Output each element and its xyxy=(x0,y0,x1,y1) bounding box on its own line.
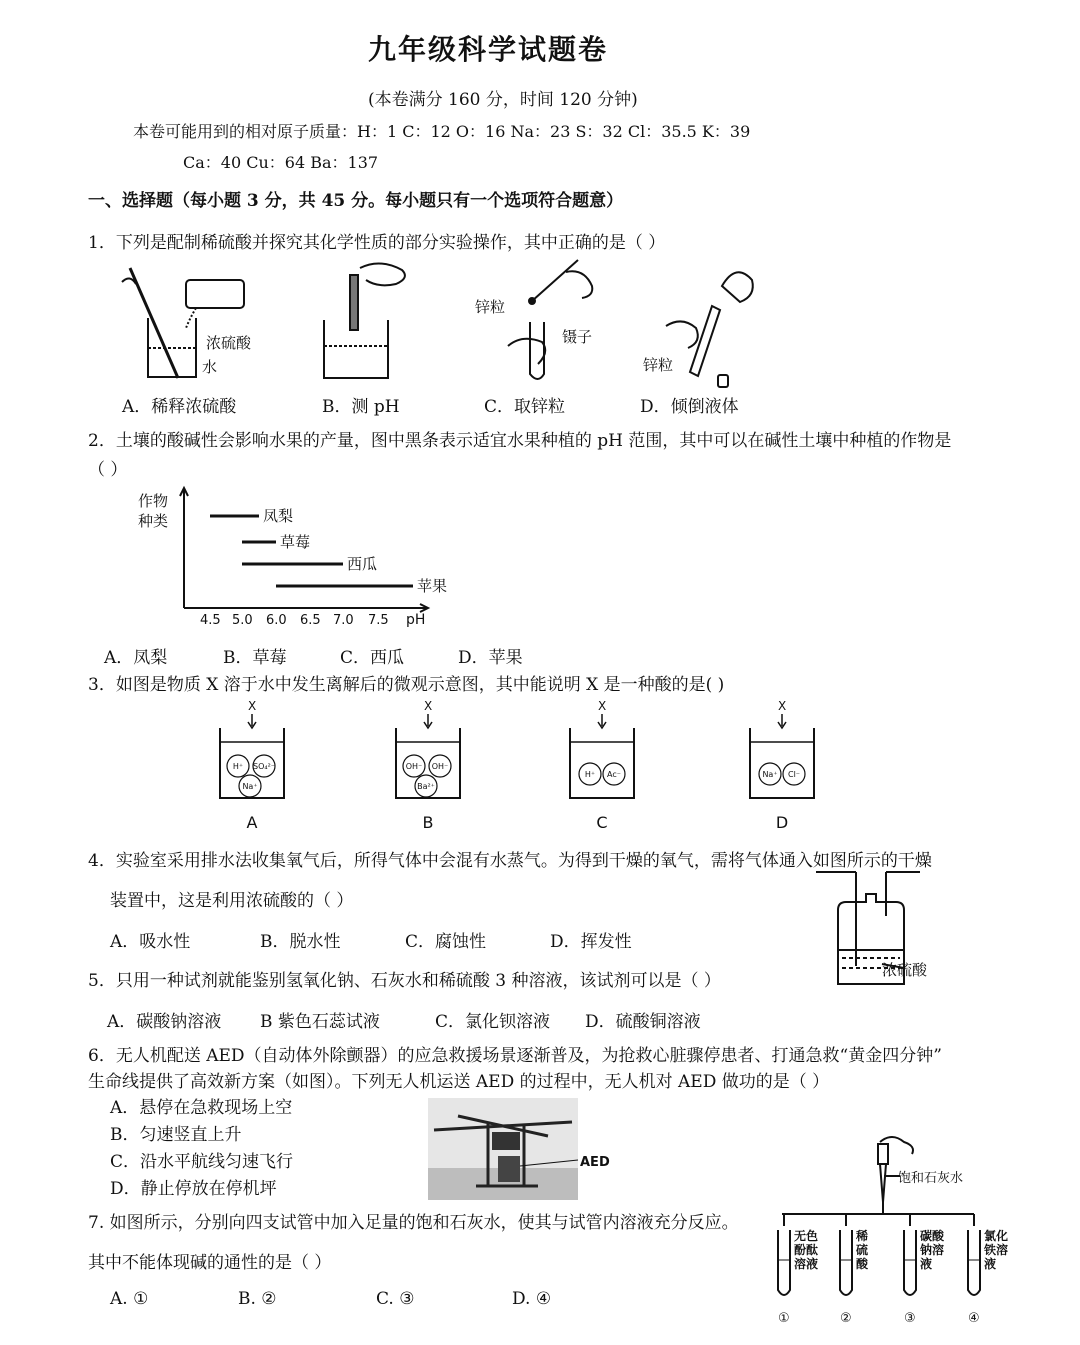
label-tweezers: 镊子 xyxy=(562,328,593,346)
series-label: 凤梨 xyxy=(263,507,294,525)
beaker-label: B xyxy=(422,813,434,832)
ph-chart xyxy=(138,488,448,638)
question-6-stem-cont: 生命线提供了高效新方案（如图）。下列无人机运送 AED 的过程中，无人机对 AED 做功的是（ ） xyxy=(88,1072,830,1092)
beaker-label: A xyxy=(246,813,258,832)
question-5-stem: 5．只用一种试剂就能鉴别氢氧化钠、石灰水和稀硫酸 3 种溶液，该试剂可以是（ ） xyxy=(88,971,721,991)
exam-info: (本卷满分 160 分，时间 120 分钟) xyxy=(368,90,638,110)
beaker-b xyxy=(396,699,460,832)
q2-option-c[interactable]: C．西瓜 xyxy=(340,648,405,668)
tube-outline xyxy=(904,1230,916,1295)
x-tick-label: 6.5 xyxy=(300,613,321,628)
section-heading: 一、选择题（每小题 3 分，共 45 分。每小题只有一个选项符合题意） xyxy=(88,191,624,211)
ion-label: H⁺ xyxy=(232,762,244,771)
question-2-stem: 2．土壤的酸碱性会影响水果的产量，图中黑条表示适宜水果种植的 pH 范围，其中可以在碱性土壤中种植的作物是 xyxy=(88,431,952,451)
question-6-stem: 6．无人机配送 AED（自动体外除颤器）的应急救援场景逐渐普及，为抢救心脏骤停患者、打通急救“黄金四分钟” xyxy=(88,1046,942,1066)
q7-option-a[interactable]: A. ① xyxy=(110,1289,149,1309)
label-conc-acid-bottle: 浓硫酸 xyxy=(882,961,928,979)
tube-label: 液 xyxy=(984,1257,997,1271)
tube-label: 硫 xyxy=(856,1243,869,1257)
page-title: 九年级科学试题卷 xyxy=(368,33,609,66)
q4-option-d[interactable]: D．挥发性 xyxy=(550,932,632,952)
label-zinc-2: 锌粒 xyxy=(643,356,674,374)
tube-label: 无色 xyxy=(794,1229,819,1243)
drying-bottle xyxy=(808,868,968,998)
ion-label: Cl⁻ xyxy=(787,770,801,779)
tube-label: 钠溶 xyxy=(920,1243,945,1257)
q1-option-b[interactable]: B．测 pH xyxy=(322,397,400,417)
tube-label: 稀 xyxy=(856,1229,869,1243)
q7-option-b[interactable]: B. ② xyxy=(238,1289,277,1309)
series-label: 西瓜 xyxy=(347,555,378,573)
label-zinc: 锌粒 xyxy=(475,298,506,316)
x-label: X xyxy=(778,699,787,713)
beaker-outline xyxy=(750,728,814,798)
tube-number: ② xyxy=(840,1311,852,1326)
beaker-outline xyxy=(570,728,634,798)
ion-label: H⁺ xyxy=(584,770,596,779)
x-label: X xyxy=(424,699,433,713)
x-tick-label: 4.5 xyxy=(200,613,221,628)
x-tick-label: 7.5 xyxy=(368,613,389,628)
beaker-label: D xyxy=(775,813,789,832)
x-tick-label: 7.0 xyxy=(333,613,354,628)
q1-figure-a xyxy=(122,268,244,378)
label-aed: AED xyxy=(580,1155,610,1170)
series-label: 苹果 xyxy=(417,577,448,595)
q1-figure-c xyxy=(508,260,592,379)
q3-beakers xyxy=(0,698,1080,838)
chart-ylabel-2: 种类 xyxy=(138,512,169,530)
ion-label: OH⁻ xyxy=(431,762,449,771)
ion-label: Ac⁻ xyxy=(607,770,621,779)
x-tick-label: 5.0 xyxy=(232,613,253,628)
question-3-stem: 3．如图是物质 X 溶于水中发生离解后的微观示意图，其中能说明 X 是一种酸的是( ) xyxy=(88,675,725,695)
tube-outline xyxy=(778,1230,790,1295)
q1-figure-d xyxy=(666,272,753,387)
series-label: 草莓 xyxy=(280,533,311,551)
question-4-stem-cont: 装置中，这是利用浓硫酸的（ ） xyxy=(110,891,354,911)
test-tube-1 xyxy=(778,1214,818,1326)
q6-option-b[interactable]: B．匀速竖直上升 xyxy=(110,1125,242,1145)
q5-option-d[interactable]: D．硫酸铜溶液 xyxy=(585,1012,701,1032)
label-conc-acid: 浓硫酸 xyxy=(206,334,252,352)
x-label: X xyxy=(598,699,607,713)
q1-option-a[interactable]: A．稀释浓硫酸 xyxy=(122,397,237,417)
tube-number: ① xyxy=(778,1311,790,1326)
tube-outline xyxy=(840,1230,852,1295)
question-4-stem: 4．实验室采用排水法收集氧气后，所得气体中会混有水蒸气。为得到干燥的氧气，需将气体通入如图所示的干燥 xyxy=(88,851,932,871)
label-lime-water: 饱和石灰水 xyxy=(898,1171,964,1186)
q2-option-a[interactable]: A．凤梨 xyxy=(104,648,168,668)
test-tube-4 xyxy=(968,1214,1008,1326)
ion-label: Ba²⁺ xyxy=(417,782,435,791)
q2-option-d[interactable]: D．苹果 xyxy=(458,648,523,668)
tube-number: ④ xyxy=(968,1311,980,1326)
ion-label: OH⁻ xyxy=(405,762,423,771)
beaker-label: C xyxy=(596,813,608,832)
ion-label: Na⁺ xyxy=(242,782,258,791)
q7-test-tubes xyxy=(770,1132,1030,1342)
test-tube-2 xyxy=(840,1214,869,1326)
question-1-stem: 1．下列是配制稀硫酸并探究其化学性质的部分实验操作，其中正确的是（ ） xyxy=(88,233,666,253)
q6-option-c[interactable]: C．沿水平航线匀速飞行 xyxy=(110,1152,294,1172)
label-water: 水 xyxy=(202,358,218,376)
tube-label: 酸 xyxy=(856,1257,869,1271)
question-7-stem-cont: 其中不能体现碱的通性的是（ ） xyxy=(88,1253,332,1273)
tube-label: 碳酸 xyxy=(920,1229,945,1243)
q6-option-d[interactable]: D．静止停放在停机坪 xyxy=(110,1179,277,1199)
q5-option-a[interactable]: A．碳酸钠溶液 xyxy=(107,1012,222,1032)
tube-label: 溶液 xyxy=(794,1257,819,1271)
q4-option-c[interactable]: C．腐蚀性 xyxy=(405,932,487,952)
q4-option-b[interactable]: B．脱水性 xyxy=(260,932,341,952)
ion-label: Na⁺ xyxy=(762,770,778,779)
tube-label: 酚酞 xyxy=(794,1243,819,1257)
tube-label: 铁溶 xyxy=(984,1243,1009,1257)
q1-option-d[interactable]: D．倾倒液体 xyxy=(640,397,739,417)
tube-outline xyxy=(968,1230,980,1295)
chart-ylabel-1: 作物 xyxy=(138,492,169,510)
beaker-c xyxy=(570,699,634,832)
x-tick-label: 6.0 xyxy=(266,613,287,628)
ion-label: SO₄²⁻ xyxy=(252,762,276,771)
q5-option-b[interactable]: B 紫色石蕊试液 xyxy=(260,1012,380,1032)
tube-label: 液 xyxy=(920,1257,933,1271)
question-2-stem-cont: （ ） xyxy=(88,460,128,480)
q1-option-c[interactable]: C．取锌粒 xyxy=(484,397,566,417)
x-label: X xyxy=(248,699,257,713)
test-tube-3 xyxy=(904,1214,945,1326)
chart-xlabel: pH xyxy=(406,612,426,628)
beaker-a xyxy=(220,699,284,832)
q2-option-b[interactable]: B．草莓 xyxy=(223,648,287,668)
atomic-mass-line-2: Ca：40 Cu：64 Ba：137 xyxy=(183,153,379,172)
q1-figure-b xyxy=(324,263,405,378)
tube-number: ③ xyxy=(904,1311,916,1326)
question-7-stem: 7. 如图所示，分别向四支试管中加入足量的饱和石灰水，使其与试管内溶液充分反应。 xyxy=(88,1213,739,1233)
beaker-d xyxy=(750,699,814,832)
q6-option-a[interactable]: A．悬停在急救现场上空 xyxy=(110,1098,293,1118)
q4-option-a[interactable]: A．吸水性 xyxy=(110,932,191,952)
q7-option-c[interactable]: C. ③ xyxy=(376,1289,415,1309)
q7-option-d[interactable]: D. ④ xyxy=(512,1289,552,1309)
drone-photo xyxy=(428,1098,610,1200)
q5-option-c[interactable]: C．氯化钡溶液 xyxy=(435,1012,551,1032)
tube-label: 氯化 xyxy=(984,1229,1009,1243)
atomic-mass-line-1: 本卷可能用到的相对原子质量：H：1 C：12 O：16 Na：23 S：32 Cl：35.5 K：39 xyxy=(133,122,751,141)
